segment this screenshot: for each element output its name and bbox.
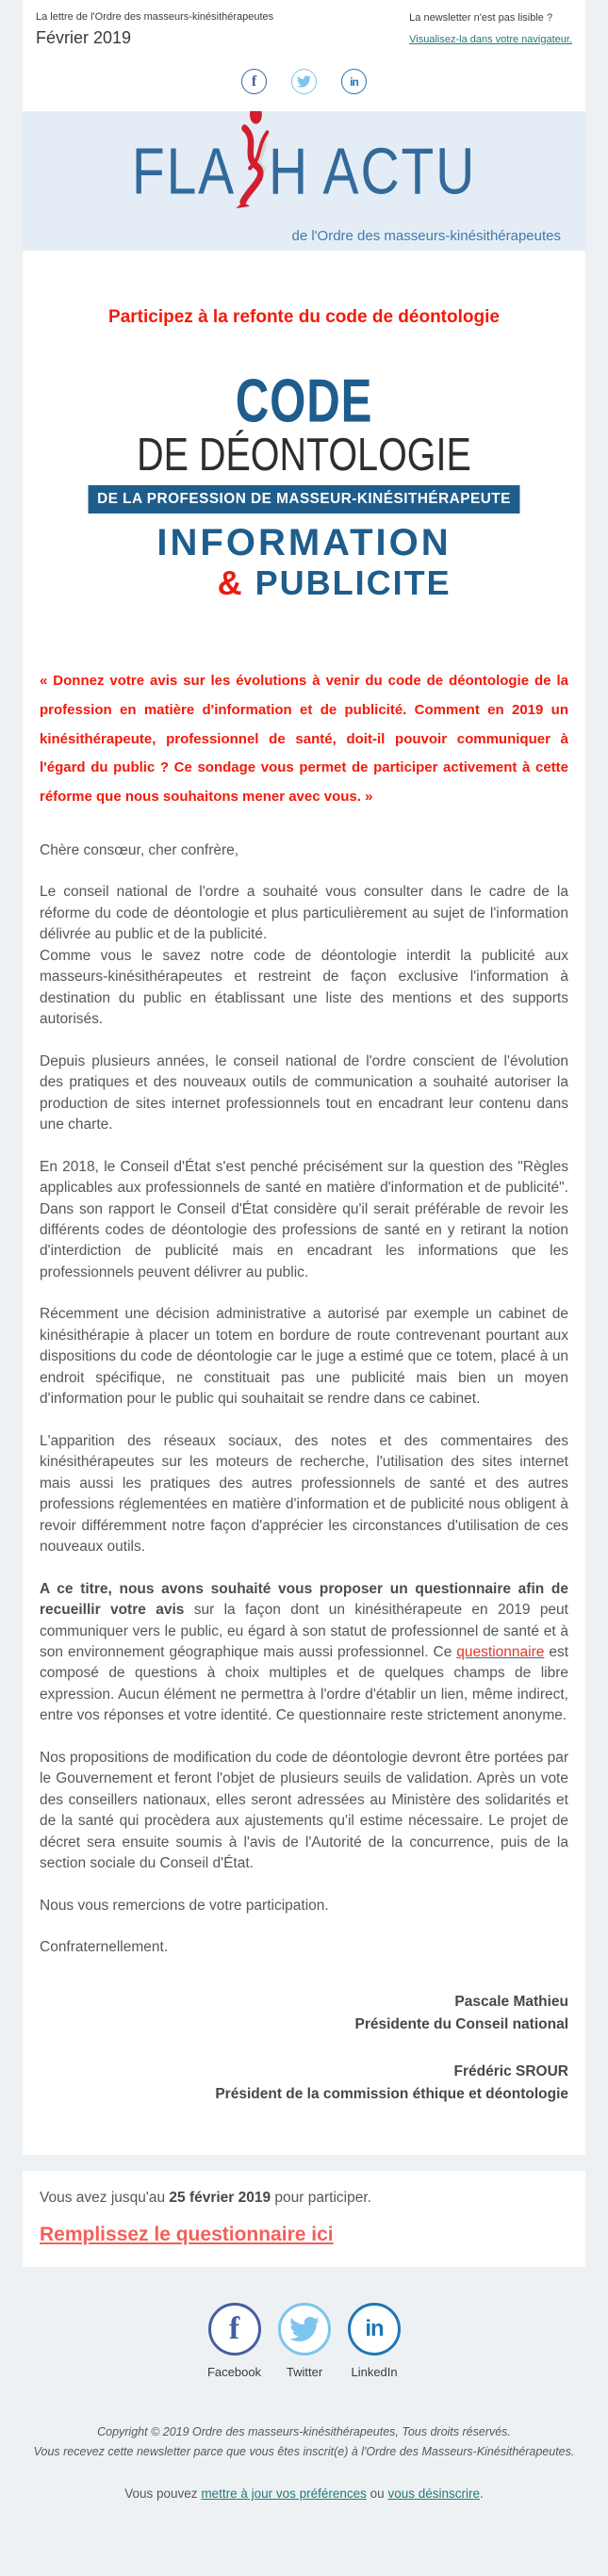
body-paragraph: Chère consœur, cher confrère, (40, 841, 239, 858)
twitter-icon[interactable] (278, 2303, 331, 2379)
footer-preferences (0, 2486, 608, 2576)
newsletter-subtitle: La lettre de l'Ordre des masseurs-kinésithérapeutes (36, 11, 274, 23)
social-links-footer (0, 2303, 608, 2379)
copyright-line: Copyright © 2019 Ordre des masseurs-kinésithérapeutes, Tous droits réservés. (97, 2424, 511, 2438)
dancer-figure-icon (232, 111, 271, 226)
twitter-bird-glyph (297, 74, 311, 89)
logo-subtitle: de l'Ordre des masseurs-kinésithérapeutes (291, 228, 561, 244)
graphic-publicite-text: PUBLICITE (243, 562, 452, 602)
twitter-circle (278, 2303, 331, 2356)
newsletter-date: Février 2019 (36, 28, 132, 47)
body-paragraph: Comme vous le savez notre code de déontologie interdit la publicité aux masseurs-kinésithérapeutes et restreint de façon exclusive l'information à destination du public en établissant une liste des mentions et des supports autorisés. (40, 947, 568, 1028)
social-links-top (23, 54, 585, 111)
linkedin-in-glyph: in (365, 2315, 384, 2341)
update-preferences-link[interactable]: mettre à jour vos préférences (201, 2486, 367, 2502)
graphic-information-publicite (156, 521, 451, 602)
body-paragraph-rich: A ce titre, nous avons souhaité vous proposer un questionnaire afin de recueillir votre avis sur la façon dont un kinésithérapeute en 2019 peut communiquer vers le public, eu égard à son statut de professionnel de santé et à son environnement géographique mais aussi professionnel. Ce questionnaire est composé de questions à choix multiples et de quelques champs de libre expression. Aucun élément ne permettra à l'ordre d'établir un lien, même indirect, entre vos réponses et votre identité. Ce questionnaire reste strictement anonyme. (40, 1580, 568, 1724)
signature-1-title: Présidente du Conseil national (354, 2015, 568, 2032)
body-paragraph: Le conseil national de l'ordre a souhaité vous consulter dans le cadre de la réforme du code de déontologie et plus particulièrement au sujet de l'information délivrée au public et de la publicité. (40, 884, 568, 943)
twitter-bird-glyph (289, 2314, 320, 2344)
view-in-browser-link[interactable]: Visualisez-la dans votre navigateur. (409, 34, 572, 45)
body-paragraph: L'apparition des réseaux sociaux, des notes et des commentaires des kinésithérapeutes sur les moteurs de recherche, l'utilisation des sites internet mais aussi les pratiques des autres professionnels de santé et des autres professions réglementées en matière d'information et de publicité nous obligent à revoir différemment notre façon d'apprécier les circonstances d'utilisation de ces nouveaux outils. (40, 1432, 568, 1556)
facebook-f-glyph: f (251, 73, 257, 90)
body-paragraph: Nous vous remercions de votre participation. (40, 1897, 329, 1914)
deadline-text (40, 2190, 568, 2207)
article-title: Participez à la refonte du code de déontologie (108, 307, 500, 327)
graphic-ampersand: & (217, 562, 244, 602)
paragraph-block (40, 1937, 568, 1958)
body-paragraph: Récemment une décision administrative a autorisé par exemple un cabinet de kinésithérapie à placer un totem en bordure de route contrevenant pourtant aux dispositions du code de déontologie car le juge a estimé que ce totem, placé à un endroit spécifique, ne constituait pas une publicité mais bien un moyen d'information pour le public qui souhaitait se rendre dans ce cabinet. (40, 1306, 568, 1408)
logo-text-fla: FLA (131, 135, 236, 208)
facebook-f-glyph: f (228, 2310, 240, 2346)
facebook-icon[interactable] (207, 2303, 261, 2379)
questionnaire-inline-link[interactable]: questionnaire (456, 1643, 545, 1660)
signature-2 (40, 2061, 568, 2106)
intro-quote: « Donnez votre avis sur les évolutions à venir du code de déontologie de la profession en matière d'information et de publicité. Comment en 2019 un kinésithérapeute, professionnel de santé, doit-il pouvoir communiquer à l'égard du public ? Ce sondage vous permet de participer activement à cette réforme que nous souhaitons mener avec vous. » (40, 673, 568, 806)
paragraph-block (40, 1896, 568, 1916)
subscription-reason-line: Vous recevez cette newsletter parce que vous êtes inscrit(e) à l'Ordre des Masseurs-Kinésithérapeutes. (33, 2444, 575, 2458)
graphic-code: CODE (235, 367, 373, 435)
twitter-label: Twitter (286, 2364, 323, 2379)
paragraph-block (40, 1579, 568, 1727)
body-paragraph: Depuis plusieurs années, le conseil national de l'ordre conscient de l'évolution des pratiques et des nouveaux outils de communication a souhaité autoriser la production de sites internet professionnels tout en encadrant leur contenu dans une charte. (40, 1052, 568, 1133)
preheader (23, 0, 585, 54)
signature-2-name: Frédéric SROUR (453, 2062, 568, 2079)
paragraph-block (40, 1304, 568, 1410)
main-card (23, 0, 585, 2155)
signature-2-title: Président de la commission éthique et déontologie (215, 2085, 568, 2102)
linkedin-icon[interactable] (348, 2303, 401, 2379)
body-paragraph: Confraternellement. (40, 1939, 169, 1956)
prefs-text-middle: ou (366, 2486, 388, 2502)
signature-1 (40, 1991, 568, 2036)
bold-lead: A ce titre, nous avons souhaité vous proposer un questionnaire afin de recueillir votre avis (40, 1580, 568, 1619)
footer-copyright (0, 2422, 608, 2463)
fill-questionnaire-link[interactable]: Remplissez le questionnaire ici (40, 2223, 334, 2245)
graphic-publicite (156, 564, 451, 602)
paragraph-block (40, 1157, 568, 1284)
signature-1-name: Pascale Mathieu (454, 1993, 568, 2010)
paragraph-block (40, 882, 568, 1030)
paragraph-block (40, 1431, 568, 1558)
browser-view-hint: La newsletter n'est pas lisible ? (409, 12, 553, 24)
cta-card (23, 2171, 585, 2267)
signatures (40, 1991, 568, 2106)
logo-text-h-actu: H ACTU (268, 135, 477, 208)
code-deontologie-graphic (40, 367, 568, 602)
deadline-date: 25 février 2019 (169, 2189, 271, 2206)
linkedin-label: LinkedIn (351, 2364, 398, 2379)
article-body (40, 840, 568, 1959)
linkedin-icon[interactable] (341, 69, 367, 94)
paragraph-block (40, 840, 568, 861)
graphic-de-deontologie: DE DÉONTOLOGIE (137, 427, 471, 481)
deadline-text-before: Vous avez jusqu'au (40, 2189, 170, 2206)
facebook-icon[interactable] (241, 69, 267, 94)
unsubscribe-link[interactable]: vous désinscrire (387, 2486, 480, 2502)
preheader-left (36, 11, 273, 48)
twitter-icon[interactable] (291, 69, 317, 94)
prefs-text-before: Vous pouvez (124, 2486, 202, 2502)
linkedin-in-glyph: in (350, 74, 358, 89)
flash-actu-logo (132, 111, 476, 233)
prefs-text-after: . (479, 2486, 484, 2502)
graphic-information: INFORMATION (156, 521, 452, 563)
section-gap (0, 2155, 608, 2171)
body-paragraph: Nos propositions de modification du code de déontologie devront être portées par le Gouvernement et feront l'objet de plusieurs seuils de validation. Après un vote des conseillers nationaux, elles seront adressées au Ministère des solidarités et de la santé qui procèdera aux ajustements qu'il estime nécessaire. Le projet de décret sera ensuite soumis à l'avis de l'Autorité de la concurrence, puis de la section sociale du Conseil d'État. (40, 1749, 568, 1872)
flash-actu-logo-banner (23, 111, 585, 251)
facebook-circle (208, 2303, 261, 2356)
paragraph-block (40, 1748, 568, 1875)
graphic-profession-banner: DE LA PROFESSION DE MASSEUR-KINÉSITHÉRAPEUTE (89, 485, 520, 514)
paragraph-block (40, 1052, 568, 1136)
article (23, 251, 585, 2155)
body-paragraph: En 2018, le Conseil d'État s'est penché précisément sur la question des "Règles applicables aux professionnels de santé en matière d'information et de publicité". Dans son rapport le Conseil d'État considère qu'il serait préférable de revoir les différents codes de déontologie des professions de santé en y retirant la notion d'interdiction de publicité mais en encadrant les informations que les professionnels peuvent délivrer au public. (40, 1158, 568, 1280)
deadline-text-after: pour participer. (271, 2189, 371, 2206)
preheader-right (409, 11, 572, 48)
linkedin-circle (348, 2303, 401, 2356)
footer (0, 2267, 608, 2576)
facebook-label: Facebook (206, 2364, 262, 2379)
